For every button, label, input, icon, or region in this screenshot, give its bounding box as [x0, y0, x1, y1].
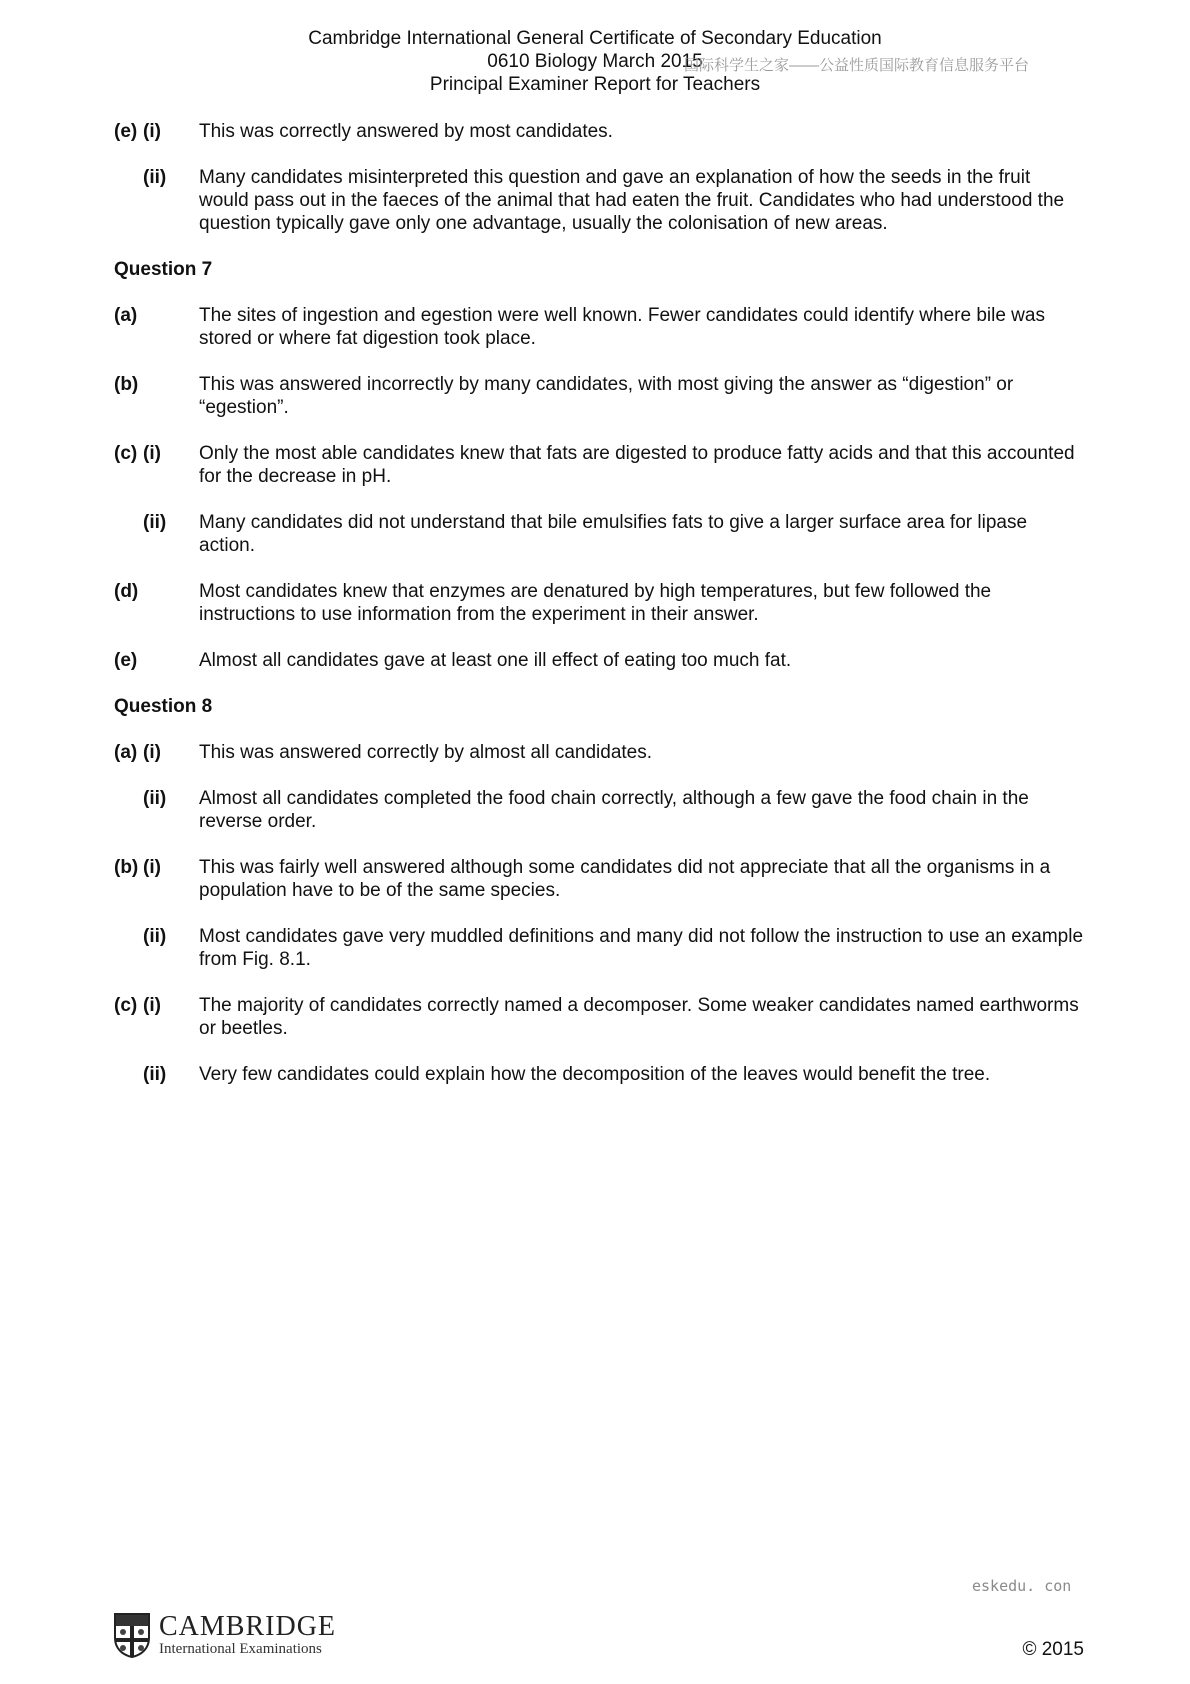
item-text: Most candidates knew that enzymes are denatured by high temperatures, but few followed the instructions to use information from the experiment in their answer. [199, 581, 992, 625]
subpart-label: (i) [143, 121, 161, 142]
part-label: (c) [114, 995, 138, 1016]
subpart-label: (i) [143, 995, 161, 1016]
subpart-label: (ii) [143, 788, 167, 809]
item-text: The majority of candidates correctly named a decomposer. Some weaker candidates named earthworms or beetles. [199, 995, 1079, 1039]
list-item [114, 580, 1084, 626]
list-item [114, 994, 1084, 1040]
part-label: (a) [114, 742, 138, 763]
part-label: (d) [114, 581, 139, 602]
header-line-2: 0610 Biology March 2015 [487, 51, 703, 72]
question-8-heading: Question 8 [114, 696, 213, 717]
part-label: (b) [114, 374, 139, 395]
list-item [114, 166, 1084, 235]
part-label: (c) [114, 443, 138, 464]
item-text: The sites of ingestion and egestion were well known. Fewer candidates could identify where bile was stored or where fat digestion took place. [199, 305, 1045, 349]
subpart-label: (ii) [143, 167, 167, 188]
item-text: Many candidates misinterpreted this question and gave an explanation of how the seeds in the fruit would pass out in the faeces of the animal that had eaten the fruit. Candidates who had understood the question typically gave only one advantage, usually the colonisation of new areas. [199, 167, 1065, 234]
subpart-label: (i) [143, 742, 161, 763]
crest-icon [113, 1612, 151, 1658]
header-line-3: Principal Examiner Report for Teachers [429, 74, 761, 95]
item-text: Many candidates did not understand that bile emulsifies fats to give a larger surface area for lipase action. [199, 512, 1028, 556]
copyright: © 2015 [1022, 1639, 1084, 1660]
footer-watermark: eskedu. con [972, 1577, 1072, 1595]
item-text: This was fairly well answered although some candidates did not appreciate that all the organisms in a population have to be of the same species. [199, 857, 1051, 901]
list-item [114, 856, 1084, 902]
part-label: (a) [114, 305, 138, 326]
logo-subtitle: International Examinations [159, 1640, 322, 1657]
cambridge-logo [113, 1612, 336, 1658]
question-7-heading: Question 7 [114, 259, 213, 280]
item-text: Very few candidates could explain how the decomposition of the leaves would benefit the tree. [199, 1064, 991, 1085]
list-item [114, 649, 1084, 672]
item-text: Only the most able candidates knew that fats are digested to produce fatty acids and that this accounted for the decrease in pH. [199, 443, 1075, 487]
list-item [114, 787, 1084, 833]
header-line-1: Cambridge International General Certificate of Secondary Education [308, 28, 882, 49]
header-watermark: 国际科学生之家——公益性质国际教育信息服务平台 [684, 57, 1030, 74]
subpart-label: (ii) [143, 926, 167, 947]
list-item [114, 373, 1084, 419]
list-item [114, 304, 1084, 350]
subpart-label: (ii) [143, 512, 167, 533]
item-text: This was answered correctly by almost all candidates. [199, 742, 653, 763]
list-item [114, 925, 1084, 971]
logo-wordmark: CAMBRIDGE [159, 1610, 337, 1642]
subpart-label: (ii) [143, 1064, 167, 1085]
list-item [114, 120, 1084, 143]
list-item [114, 1063, 1084, 1086]
list-item [114, 511, 1084, 557]
list-item [114, 741, 1084, 764]
item-text: Almost all candidates gave at least one ill effect of eating too much fat. [199, 650, 792, 671]
report-content [114, 120, 1084, 1109]
part-label: (e) [114, 650, 138, 671]
item-text: Almost all candidates completed the food chain correctly, although a few gave the food chain in the reverse order. [199, 788, 1029, 832]
list-item [114, 442, 1084, 488]
item-text: This was correctly answered by most candidates. [199, 121, 613, 142]
part-label: (b) [114, 857, 139, 878]
item-text: This was answered incorrectly by many candidates, with most giving the answer as “digestion” or “egestion”. [199, 374, 1014, 418]
part-label: (e) [114, 121, 138, 142]
subpart-label: (i) [143, 443, 161, 464]
item-text: Most candidates gave very muddled definitions and many did not follow the instruction to use an example from Fig. 8.1. [199, 926, 1084, 970]
subpart-label: (i) [143, 857, 161, 878]
